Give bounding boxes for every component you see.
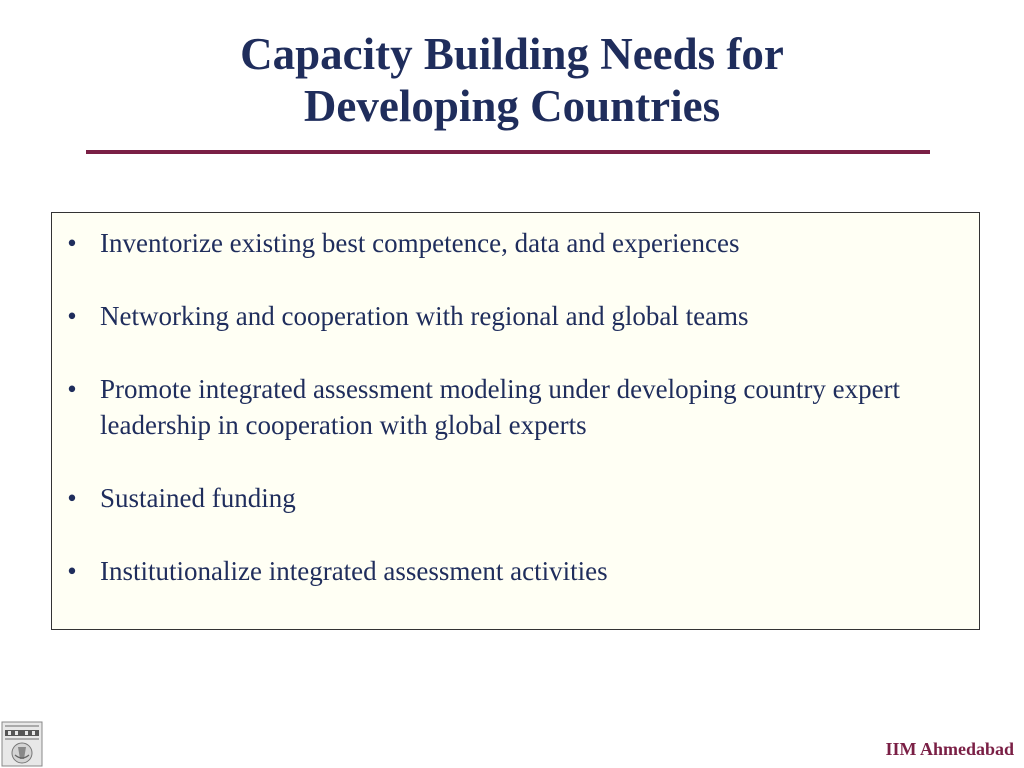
bullet-text: Sustained funding <box>100 483 296 513</box>
bullet-item <box>52 553 979 589</box>
slide-title <box>0 28 1024 132</box>
bullet-item <box>52 371 979 443</box>
bullet-marker: • <box>67 228 77 258</box>
bullet-text: Institutionalize integrated assessment activities <box>100 556 608 586</box>
footer-institution: IIM Ahmedabad <box>885 739 1014 759</box>
bullet-text: Inventorize existing best competence, data and experiences <box>100 228 740 258</box>
bullet-marker: • <box>67 301 77 331</box>
bullet-item <box>52 298 979 334</box>
institute-seal-icon <box>1 721 43 767</box>
title-line-2: Developing Countries <box>303 81 721 131</box>
title-line-1: Capacity Building Needs for <box>240 29 784 79</box>
title-underline <box>86 150 930 154</box>
bullet-list <box>52 225 979 589</box>
bullet-marker: • <box>67 556 77 586</box>
bullet-marker: • <box>67 374 77 404</box>
bullet-box <box>51 212 980 630</box>
bullet-item <box>52 225 979 261</box>
bullet-marker: • <box>67 483 77 513</box>
bullet-text: Networking and cooperation with regional and global teams <box>100 301 749 331</box>
bullet-text: Promote integrated assessment modeling under developing country expert leadership in cooperation with global experts <box>100 374 901 440</box>
bullet-item <box>52 480 979 516</box>
